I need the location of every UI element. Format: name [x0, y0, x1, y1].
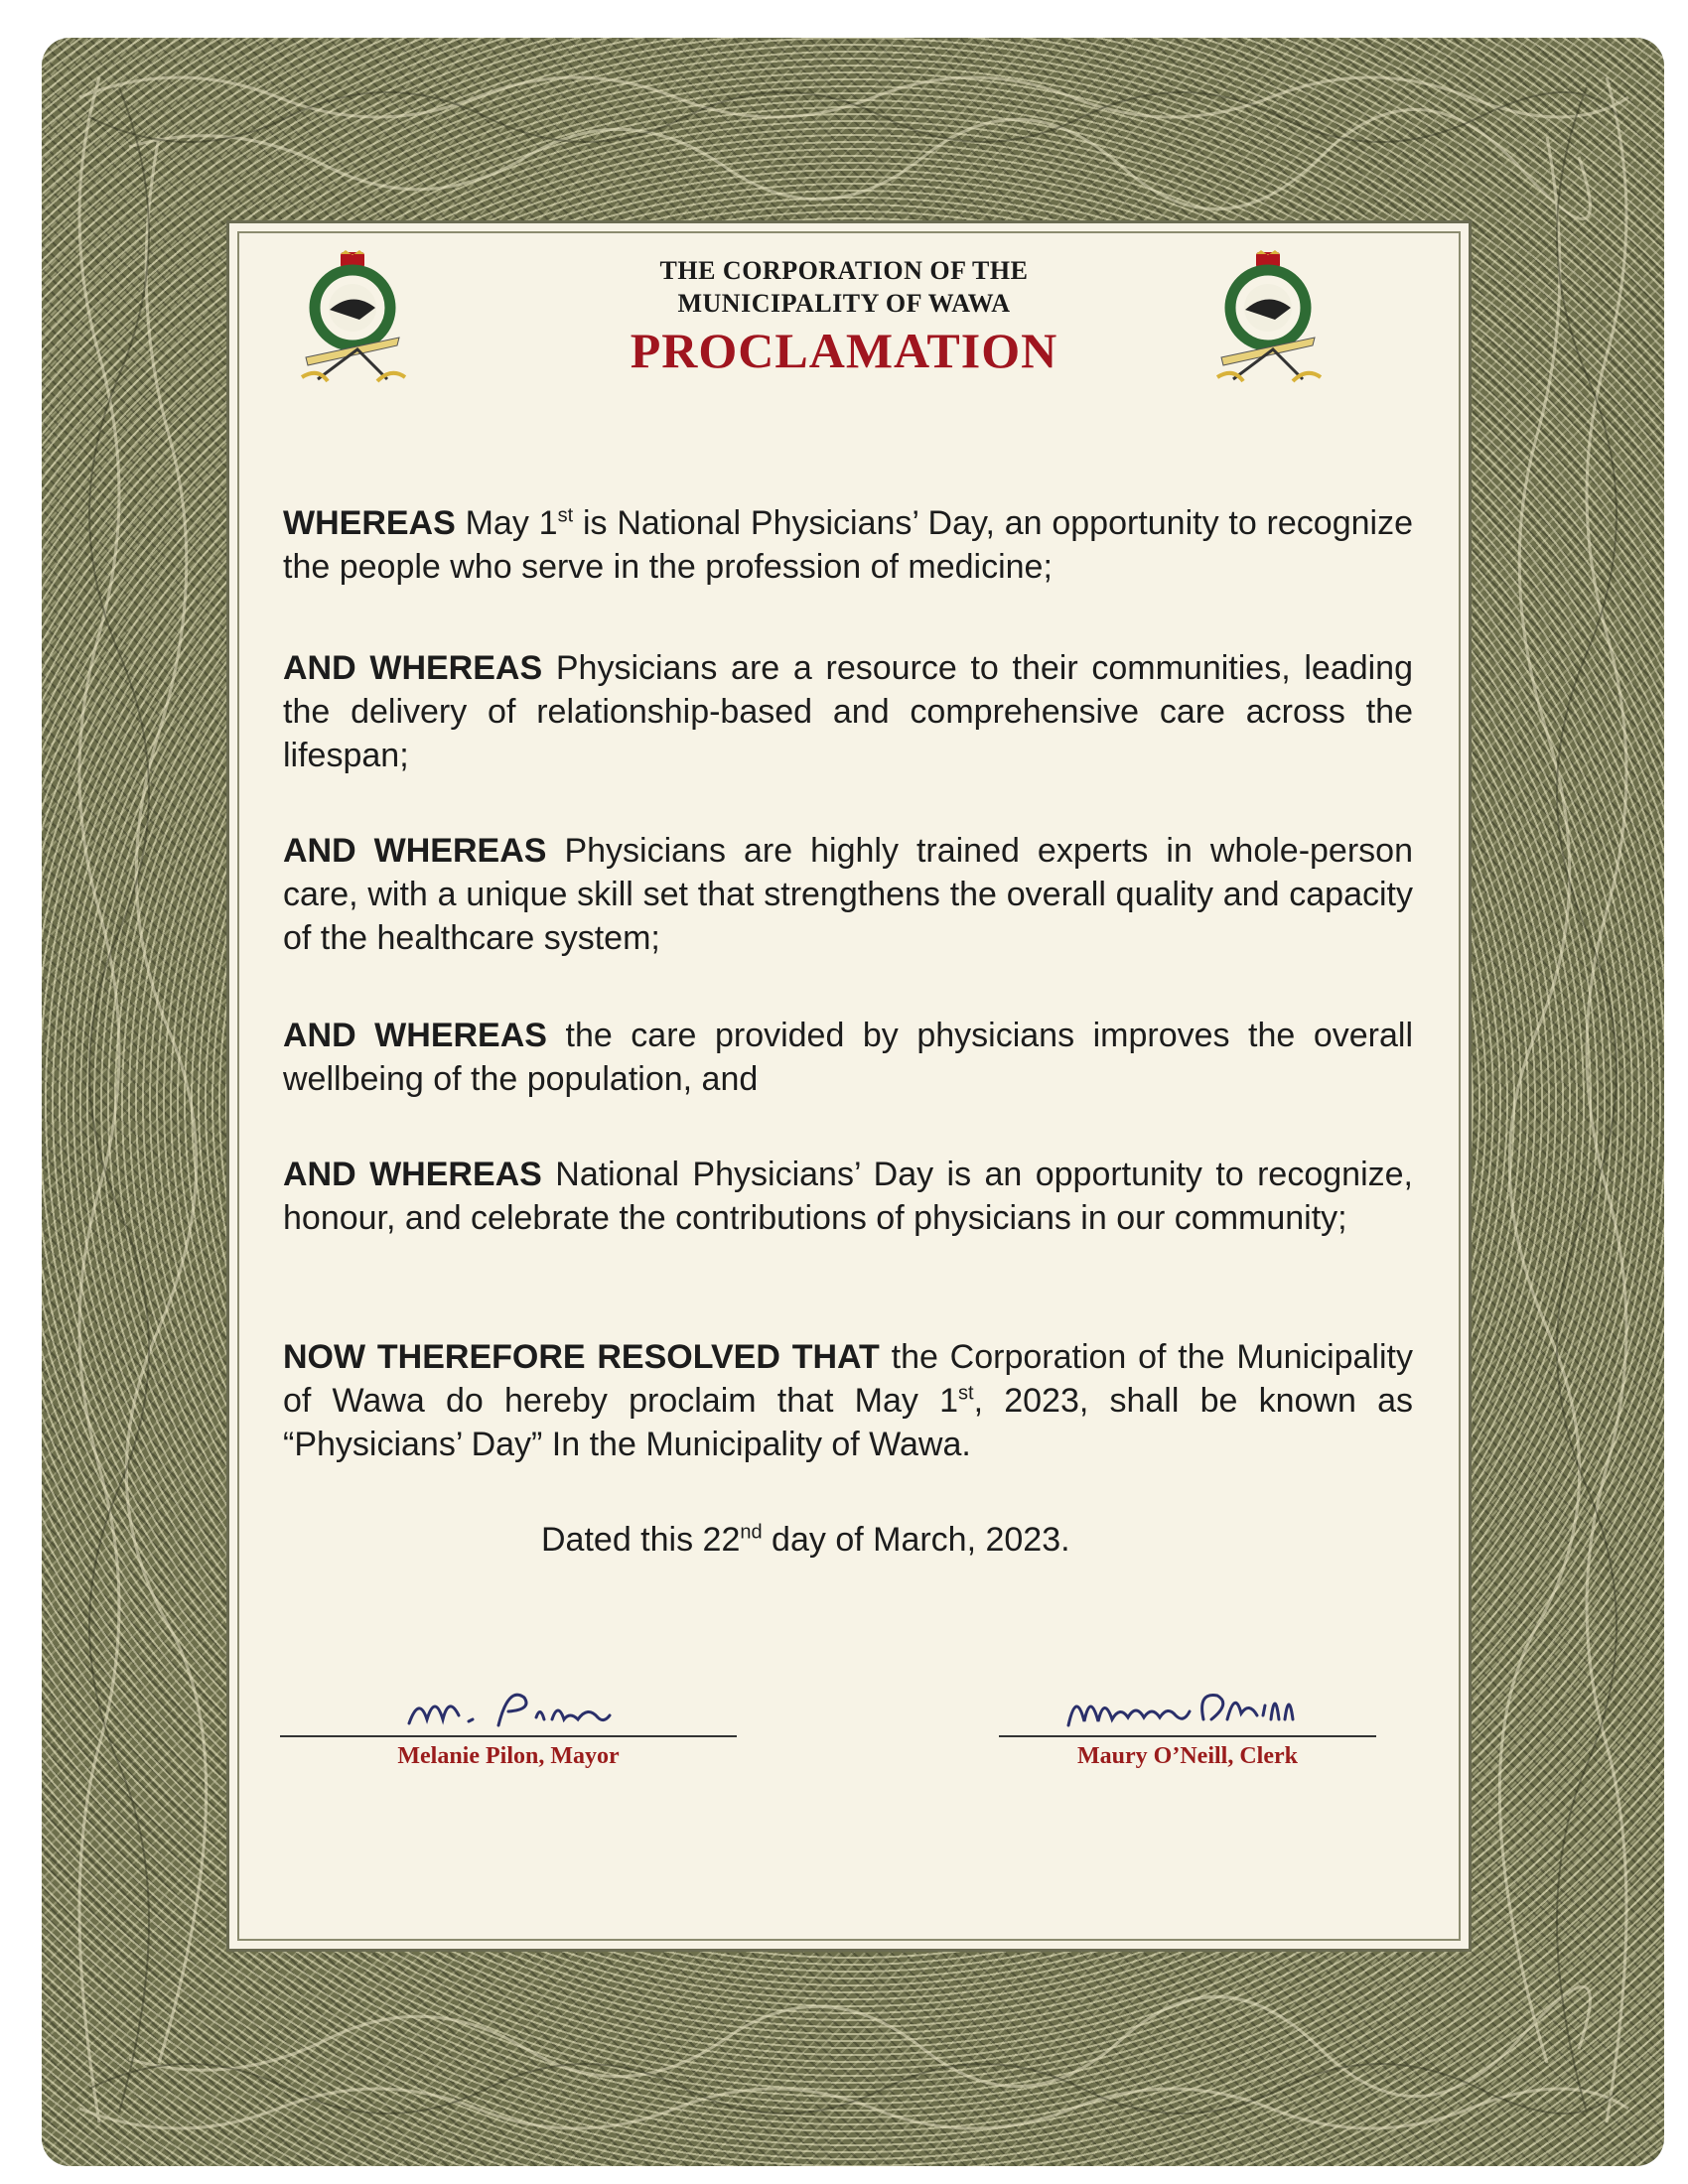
clerk-signature-block [999, 1676, 1376, 1770]
clause-text: the Corporation of the Municipality of Wawa do hereby proclaim that May 1 [283, 1338, 1413, 1420]
mayor-name: Melanie Pilon, Mayor [397, 1743, 620, 1769]
ordinal-suffix: st [557, 504, 574, 527]
clause-text: the care provided by physicians improves the overall wellbeing of the population, and [283, 1017, 1413, 1098]
clause-text: is National Physicians’ Day, an opportunity to recognize the people who serve in the profession of medicine; [283, 504, 1413, 586]
clause-lead: AND WHEREAS [283, 1017, 547, 1054]
municipality-line: MUNICIPALITY OF WAWA [677, 289, 1011, 318]
clerk-name: Maury O’Neill, Clerk [1077, 1743, 1298, 1769]
clause-text: May 1 [455, 504, 558, 542]
clause-lead: AND WHEREAS [283, 832, 547, 870]
ordinal-suffix: st [958, 1382, 974, 1405]
clause-text: , 2023, shall be known as “Physicians’ Day” In the Municipality of Wawa. [283, 1382, 1413, 1463]
clause-whereas-3 [283, 829, 1413, 960]
proclamation-header [516, 254, 1172, 379]
clause-whereas-5 [283, 1153, 1413, 1240]
clerk-signature [1029, 1676, 1346, 1735]
clause-lead: WHEREAS [283, 504, 456, 542]
clause-text: National Physicians’ Day is an opportunity to recognize, honour, and celebrate the contributions of physicians in our community; [283, 1156, 1413, 1237]
clause-text: Physicians are highly trained experts in whole-person care, with a unique skill set that strengthens the overall quality and capacity of the healthcare system; [283, 832, 1413, 957]
mayor-signature-block [280, 1676, 737, 1770]
municipal-crest-icon [288, 250, 417, 399]
clause-whereas-4 [283, 1014, 1413, 1101]
municipal-crest-icon [1203, 250, 1333, 399]
clause-whereas-2 [283, 646, 1413, 777]
clause-lead: AND WHEREAS [283, 649, 543, 687]
clause-text: Physicians are a resource to their communities, leading the delivery of relationship-based and comprehensive care across the lifespan; [283, 649, 1413, 774]
corporation-line: THE CORPORATION OF THE [659, 256, 1029, 285]
clause-resolved [283, 1335, 1413, 1466]
ordinal-suffix: nd [740, 1521, 763, 1544]
signature-line [999, 1735, 1376, 1737]
mayor-signature [350, 1676, 667, 1735]
page-title: PROCLAMATION [630, 323, 1058, 378]
clause-lead: AND WHEREAS [283, 1156, 542, 1193]
clause-whereas-1 [283, 501, 1413, 589]
dated-line: Dated this 22nd day of March, 2023. [541, 1521, 1070, 1559]
signature-line [280, 1735, 737, 1737]
clause-lead: NOW THEREFORE RESOLVED THAT [283, 1338, 880, 1376]
